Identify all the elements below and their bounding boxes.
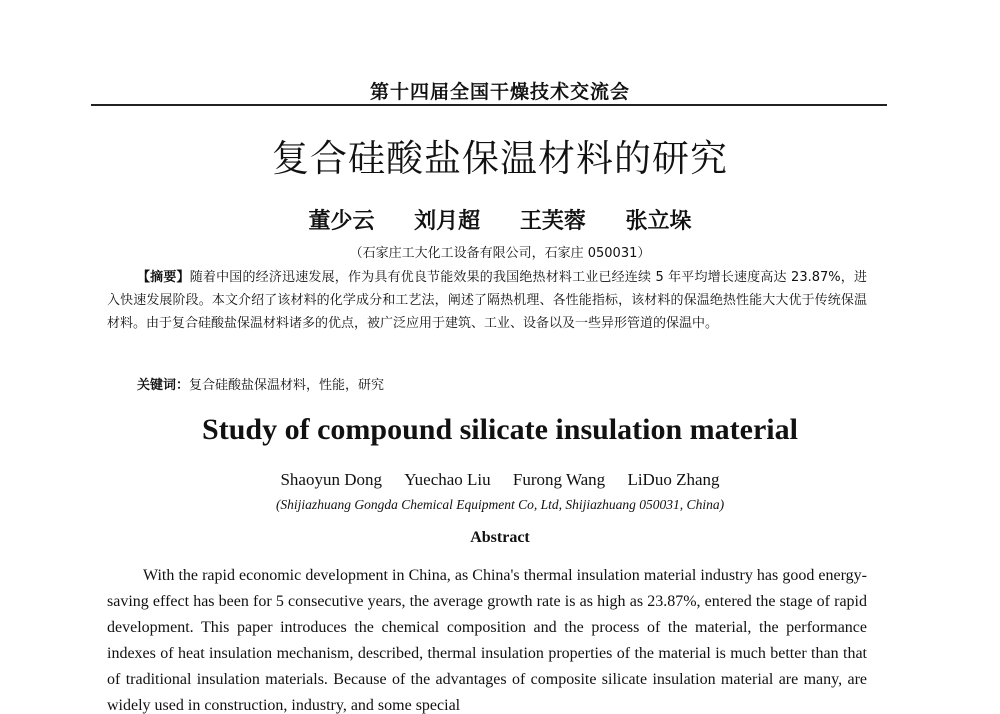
chinese-affiliation: （石家庄工大化工设备有限公司，石家庄 050031）	[349, 246, 651, 261]
english-author: Shaoyun Dong	[280, 470, 382, 489]
chinese-keywords-text: 复合硅酸盐保温材料，性能，研究	[189, 378, 385, 393]
chinese-authors	[0, 204, 1000, 235]
chinese-author: 王芙蓉	[519, 209, 586, 234]
english-author: Furong Wang	[512, 470, 606, 489]
chinese-abstract-text: 随着中国的经济迅速发展，作为具有优良节能效果的我国绝热材料工业已经连续 5 年平均增长速度高达 23.87%，进入快速发展阶段。本文介绍了该材料的化学成分和工艺法，阐述了隔热机理、各性能指标，该材料的保温绝热性能大大优于传统保温材料。由于复合硅酸盐保温材料诸多的优点，被广泛应用于建筑、工业、设备以及一些异形管道的保温中。	[107, 270, 867, 331]
english-affiliation: (Shijiazhuang Gongda Chemical Equipment Co, Ltd, Shijiazhuang 050031, China)	[275, 497, 725, 512]
english-abstract: With the rapid economic development in China, as China's thermal insulation material industry has good energy-saving effect has been for 5 consecutive years, the average growth rate is as high as 23.87%, entered the stage of rapid development. This paper introduces the chemical composition and the process of the material, the performance indexes of heat insulation mechanism, described, thermal insulation properties of the material is much better than that of traditional insulation materials. Because of the advantages of composite silicate insulation material are many, are widely used in construction, industry, and some special	[107, 567, 867, 714]
chinese-author: 刘月超	[414, 209, 481, 234]
chinese-abstract	[107, 266, 867, 335]
english-author: LiDuo Zhang	[627, 470, 720, 489]
conference-header: 第十四届全国干燥技术交流会	[369, 81, 630, 103]
english-title: Study of compound silicate insulation material	[202, 413, 798, 446]
chinese-keywords-label: 关键词：	[137, 378, 190, 393]
english-abstract-heading: Abstract	[470, 529, 530, 546]
chinese-author: 张立垛	[625, 209, 692, 234]
chinese-title: 复合硅酸盐保温材料的研究	[272, 137, 728, 180]
english-authors	[0, 470, 1000, 490]
header-divider	[91, 104, 887, 106]
english-author: Yuechao Liu	[404, 470, 491, 489]
chinese-abstract-label: 【摘要】	[137, 270, 190, 285]
chinese-author: 董少云	[308, 209, 375, 234]
chinese-keywords	[137, 374, 857, 393]
